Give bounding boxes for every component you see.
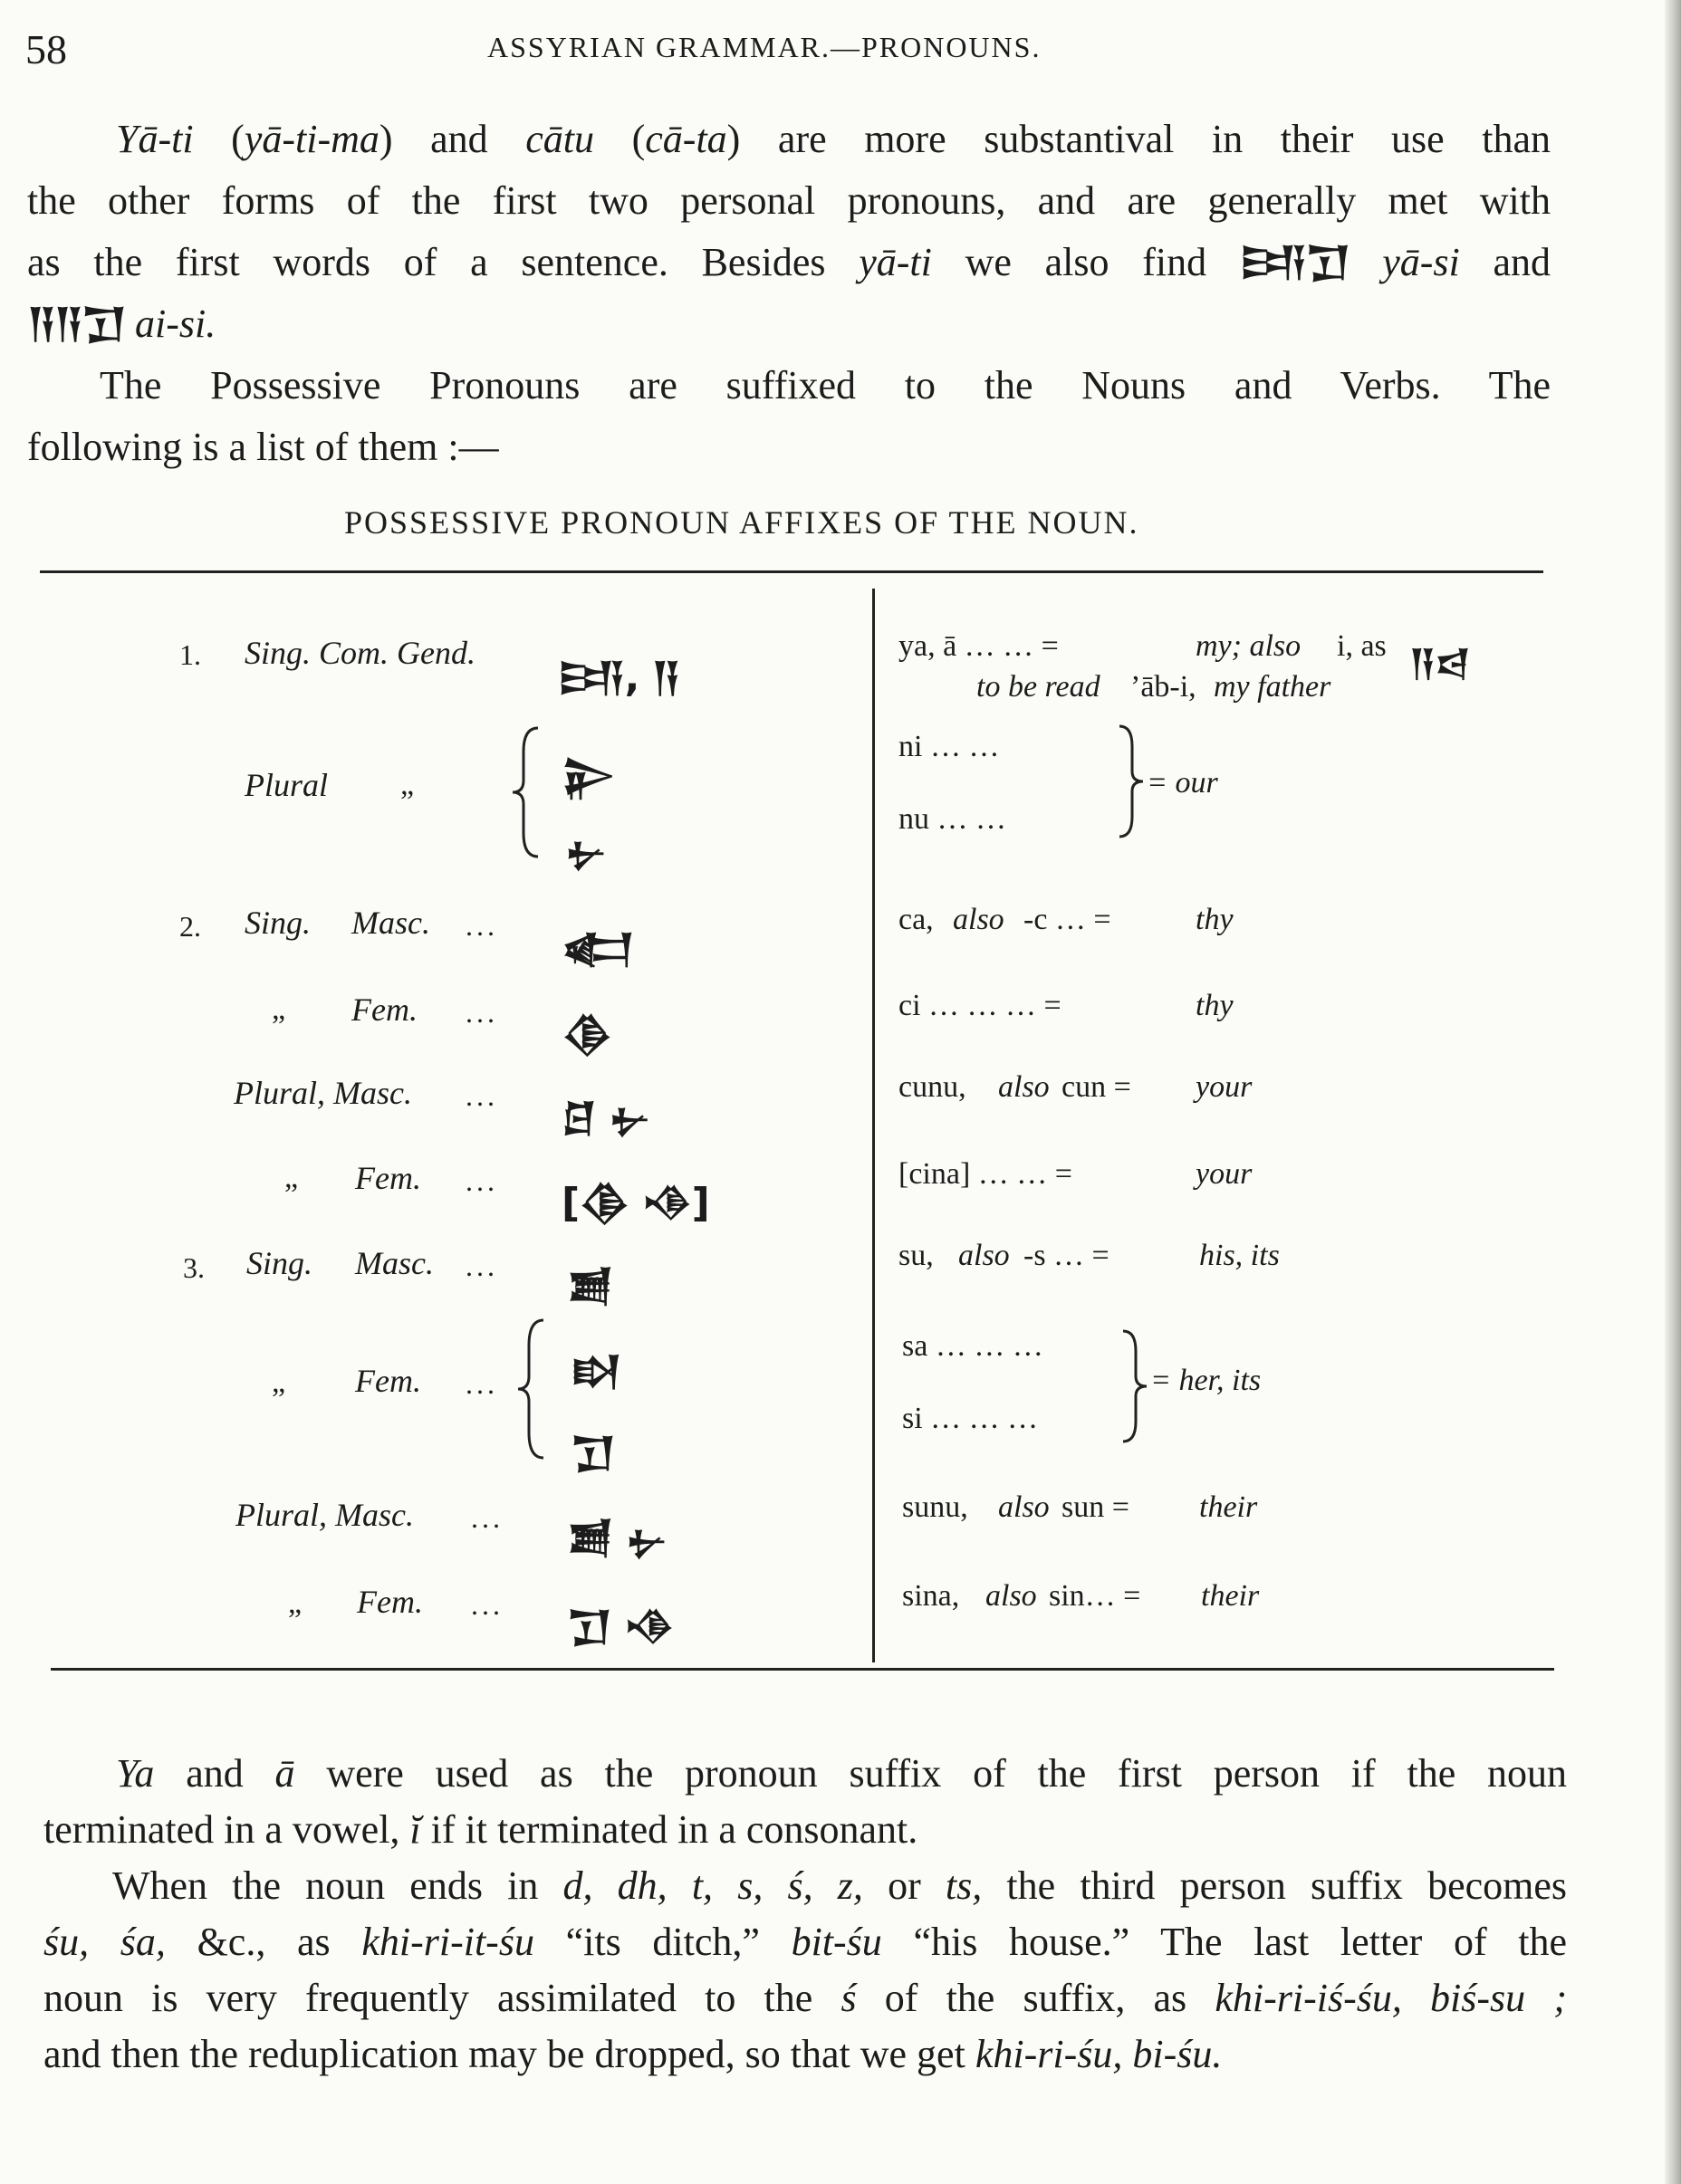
leader-dots: ... <box>466 1164 498 1197</box>
suffix-forms: sunu, <box>902 1490 968 1524</box>
suffix-forms: ya, ā … … = <box>898 629 1059 663</box>
right-brace <box>1114 723 1150 844</box>
text: “its ditch,” <box>533 1920 792 1964</box>
text: were used as the pronoun suffix of the first person if the noun <box>294 1751 1568 1796</box>
leader-dots: ... <box>466 1250 498 1282</box>
intro-line-4 <box>27 293 1551 355</box>
row-label: Sing. <box>245 905 312 941</box>
suffix-forms: ca, <box>898 903 934 936</box>
cuneiform-sign: 𒆠 <box>562 1011 612 1058</box>
row-label: Plural, Masc. <box>235 1497 414 1533</box>
text: as the first words of a sentence. Besides <box>27 240 860 284</box>
gloss: your <box>1196 1070 1253 1104</box>
word-ya: Ya <box>116 1751 155 1796</box>
text: and <box>1459 240 1551 284</box>
word-yati: yā-ti <box>859 240 932 284</box>
row-label: Masc. <box>355 1245 434 1281</box>
row-label: Fem. <box>357 1584 423 1620</box>
suffix-forms: ni … … <box>898 730 1000 763</box>
cuneiform-sign: 𒀀𒀀𒋛 <box>27 301 126 347</box>
explanation-paragraph <box>43 1746 1567 2083</box>
intro-line-3 <box>27 232 1551 293</box>
ditto-mark: „ <box>400 768 415 801</box>
cuneiform-sign: 𒋛 𒈾 <box>567 1604 674 1650</box>
suffix-note: also <box>998 1070 1050 1104</box>
suffix-forms: -c … = <box>1023 903 1111 936</box>
text: we also find <box>931 240 1240 284</box>
intro-line-1 <box>27 109 1551 170</box>
row-label: Sing. Com. Gend. <box>245 635 475 671</box>
leader-dots: ... <box>471 1501 504 1534</box>
row-label: Plural <box>245 767 329 803</box>
text: of the suffix, as <box>856 1976 1215 2020</box>
word-yatima: yā-ti-ma <box>244 117 379 161</box>
word-khiritsu: khi-ri-it-śu <box>361 1920 534 1964</box>
intro-line-6: following is a list of them :— <box>27 425 499 469</box>
ditto-mark: „ <box>288 1586 303 1620</box>
row-number: 1. <box>179 638 201 671</box>
example-words: khi-ri-śu, bi-śu. <box>975 2032 1223 2076</box>
word-yati: Yā-ti <box>116 117 194 161</box>
leader-dots: ... <box>466 909 498 942</box>
row-label: Plural, Masc. <box>234 1075 412 1111</box>
text: terminated in a vowel, <box>43 1807 410 1852</box>
table-top-rule <box>40 570 1543 573</box>
gloss: my father <box>1214 670 1331 704</box>
gloss: = our <box>1147 766 1218 800</box>
note-text: i, as <box>1337 629 1387 663</box>
suffix-forms: sina, <box>902 1579 960 1613</box>
intro-line-2: the other forms of the first two personal pronouns, and are generally met with <box>27 178 1551 223</box>
para2-line-2 <box>43 1914 1567 1970</box>
gloss: = her, its <box>1150 1364 1262 1397</box>
text: “his house.” The last letter of the <box>881 1920 1568 1964</box>
word-yasi: yā-si <box>1382 240 1460 284</box>
suffix-forms: -s … = <box>1023 1239 1109 1272</box>
row-label: Masc. <box>351 905 430 941</box>
brace-shape <box>1118 1327 1154 1445</box>
page-edge <box>1665 0 1681 2184</box>
right-brace <box>1118 1327 1154 1449</box>
para2-line-4 <box>43 2026 1567 2083</box>
suffix-forms: sun = <box>1061 1490 1129 1524</box>
note-text: ’āb-i, <box>1130 670 1196 704</box>
text: the third person suffix becomes <box>982 1863 1568 1908</box>
leader-dots: ... <box>466 1367 498 1400</box>
suffix-forms: cunu, <box>898 1070 966 1104</box>
text: and then the reduplication may be dropped, so that we get <box>43 2032 975 2076</box>
para2-line-1 <box>43 1858 1567 1914</box>
intro-line-5: The Possessive Pronouns are suffixed to the Nouns and Verbs. The <box>100 363 1551 407</box>
suffix-note: also <box>958 1239 1010 1272</box>
row-number: 2. <box>179 910 201 943</box>
text: ) are more substantival in their use than <box>726 117 1551 161</box>
page-number: 58 <box>25 26 67 72</box>
ditto-mark: „ <box>272 992 286 1026</box>
suffix-forms: sin… = <box>1049 1579 1141 1613</box>
ditto-mark: „ <box>272 1365 286 1399</box>
brace-shape <box>513 1317 549 1461</box>
table-bottom-rule <box>51 1668 1554 1671</box>
note-text: to be read <box>976 670 1100 704</box>
cuneiform-sign: 𒊭 <box>571 1348 621 1394</box>
intro-paragraph <box>27 109 1551 478</box>
para1-line-2 <box>43 1802 1567 1858</box>
suffix-forms: su, <box>898 1239 934 1272</box>
word-catu: cātu <box>525 117 595 161</box>
row-number: 3. <box>183 1251 205 1284</box>
gloss: my; also <box>1196 629 1302 663</box>
text: When the noun ends in <box>112 1863 563 1908</box>
suffix-forms: cun = <box>1061 1070 1131 1104</box>
text: ( <box>594 117 646 161</box>
word-a: ā <box>274 1751 295 1796</box>
cuneiform-sign: 𒅀𒋛 <box>1239 239 1350 285</box>
letters: ts, <box>945 1863 983 1908</box>
row-label: Fem. <box>355 1363 421 1399</box>
suffix-note: also <box>998 1490 1050 1524</box>
row-label: Sing. <box>246 1245 313 1281</box>
left-brace <box>513 1317 549 1465</box>
suffix-note: also <box>953 903 1004 936</box>
example-words: khi-ri-iś-śu, biś-su ; <box>1215 1976 1568 2020</box>
cuneiform-sign: [𒆠 𒈾] <box>562 1180 709 1226</box>
leader-dots: ... <box>471 1588 504 1621</box>
text: noun is very frequently assimilated to the <box>43 1976 841 2020</box>
ditto-mark: „ <box>284 1161 299 1194</box>
cuneiform-sign: 𒅀, 𒀀 <box>558 655 680 701</box>
left-brace <box>507 724 543 864</box>
para1-line-1 <box>43 1746 1567 1802</box>
suffix-note: also <box>985 1579 1037 1613</box>
letters: d, dh, t, s, ś, z, <box>562 1863 863 1908</box>
cuneiform-sign: 𒆪 𒉡 <box>562 1095 650 1141</box>
gloss: thy <box>1196 903 1234 936</box>
table-divider <box>872 589 875 1662</box>
gloss: thy <box>1196 989 1234 1022</box>
suffix-forms: si … … … <box>902 1402 1039 1435</box>
letter-i: ĭ <box>409 1807 421 1852</box>
text: and <box>154 1751 275 1796</box>
text: ) and <box>379 117 526 161</box>
cuneiform-sign: 𒋢 <box>567 1265 613 1311</box>
cuneiform-sign: 𒋢 𒉡 <box>567 1517 668 1563</box>
word-cata: cā-ta <box>645 117 727 161</box>
cuneiform-sign: 𒉡 <box>565 829 607 875</box>
gloss: your <box>1196 1157 1253 1191</box>
para2-line-3 <box>43 1970 1567 2026</box>
text: if it terminated in a consonant. <box>420 1807 918 1852</box>
letter-s: ś <box>840 1976 857 2020</box>
running-title: ASSYRIAN GRAMMAR.—PRONOUNS. <box>487 31 1042 63</box>
suffix-forms: śu, śa, <box>43 1920 166 1964</box>
gloss: his, its <box>1199 1239 1280 1272</box>
suffix-forms: [cina] … … = <box>898 1157 1072 1191</box>
word-aisi: ai-si. <box>135 302 216 346</box>
gloss: their <box>1199 1490 1258 1524</box>
word-bitsu: bit-śu <box>791 1920 882 1964</box>
cuneiform-sign: 𒋛 <box>571 1430 616 1476</box>
brace-shape <box>1114 723 1150 840</box>
row-label: Fem. <box>355 1160 421 1196</box>
gloss: their <box>1201 1579 1260 1613</box>
suffix-forms: nu … … <box>898 802 1006 836</box>
text: ( <box>193 117 245 161</box>
row-label: Fem. <box>351 991 418 1028</box>
text: or <box>862 1863 946 1908</box>
cuneiform-sign: 𒀀𒁀 <box>1409 643 1470 685</box>
suffix-forms: ci … … … = <box>898 989 1061 1022</box>
leader-dots: ... <box>466 1079 498 1112</box>
cuneiform-sign: 𒅗 <box>562 926 634 972</box>
text: &c., as <box>165 1920 362 1964</box>
suffix-forms: sa … … … <box>902 1329 1043 1363</box>
brace-shape <box>507 724 543 860</box>
cuneiform-sign: 𒉌 <box>562 751 615 797</box>
table-caption: POSSESSIVE PRONOUN AFFIXES OF THE NOUN. <box>344 504 1139 541</box>
leader-dots: ... <box>466 996 498 1029</box>
